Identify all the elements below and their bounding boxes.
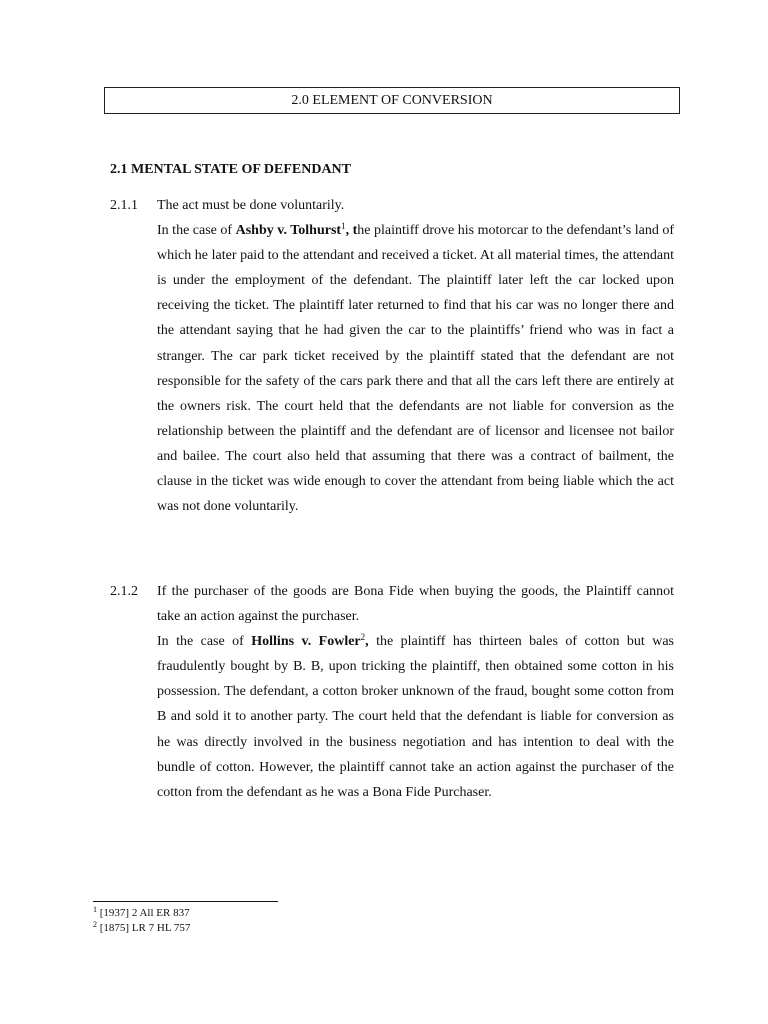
clause-body <box>157 193 674 519</box>
footnote-ref: 1 <box>341 221 346 232</box>
section-title: 2.0 ELEMENT OF CONVERSION <box>291 93 493 108</box>
footnote <box>93 906 190 921</box>
case-paragraph <box>157 218 674 519</box>
case-name: Ashby v. Tolhurst <box>235 223 342 239</box>
clause-number: 2.1.2 <box>110 584 138 599</box>
subsection-heading: 2.1 MENTAL STATE OF DEFENDANT <box>110 162 352 177</box>
footnote-ref: 2 <box>360 632 366 643</box>
case-text: the plaintiff has thirteen bales of cotton but was fraudulently bought by B. B, upon tricking the plaintiff, then obtained some cotton in his possession. The defendant, a cotton broker unknown of the fraud, bought some cotton from B and sold it to another party. The court held that the defendant is liable for conversion as he was directly involved in the business negotiation and has intention to deal with the bundle of cotton. However, the plaintiff cannot take an action against the purchaser of the cotton from the defendant as he was a Bona Fide Purchaser. <box>157 634 675 800</box>
footnote-text: [1875] LR 7 HL 757 <box>97 922 191 934</box>
section-title-box <box>104 87 680 114</box>
clause-body <box>157 579 674 805</box>
footnotes <box>93 906 190 936</box>
clause-lead: If the purchaser of the goods are Bona Fide when buying the goods, the Plaintiff cannot take an action against the purchaser. <box>157 584 674 625</box>
footnote-mark: 2 <box>93 920 97 929</box>
case-comma: , t <box>345 223 358 239</box>
clause-lead: The act must be done voluntarily. <box>157 198 345 213</box>
clause-number: 2.1.1 <box>110 198 138 213</box>
footnote-separator <box>93 901 278 902</box>
footnote-mark: 1 <box>93 905 97 914</box>
case-prefix: In the case of <box>157 634 252 650</box>
footnote <box>93 921 190 936</box>
case-text: he plaintiff drove his motorcar to the defendant’s land of which he later paid to the attendant and received a ticket. At all material times, the attendant is under the employment of the defendant. The plaintiff later left the car locked upon receiving the ticket. The plaintiff later returned to find that his car was no longer there and the attendant saying that he had given the car to the plaintiffs’ friend who was in fact a stranger. The car park ticket received by the plaintiff stated that the defendant are not responsible for the safety of the cars park there and that all the cars left there are entirely at the owners risk. The court held that the defendants are not liable for conversion as the relationship between the plaintiff and the defendant are of licensor and licensee not bailor and bailee. The court also held that assuming that there was a contract of bailment, the clause in the ticket was wide enough to cover the attendant from being liable which the act was not done voluntarily. <box>157 223 674 515</box>
case-paragraph <box>157 629 674 805</box>
case-comma: , <box>365 634 377 650</box>
case-name: Hollins v. Fowler <box>251 634 361 650</box>
case-prefix: In the case of <box>157 223 236 239</box>
footnote-text: [1937] 2 All ER 837 <box>97 907 190 919</box>
